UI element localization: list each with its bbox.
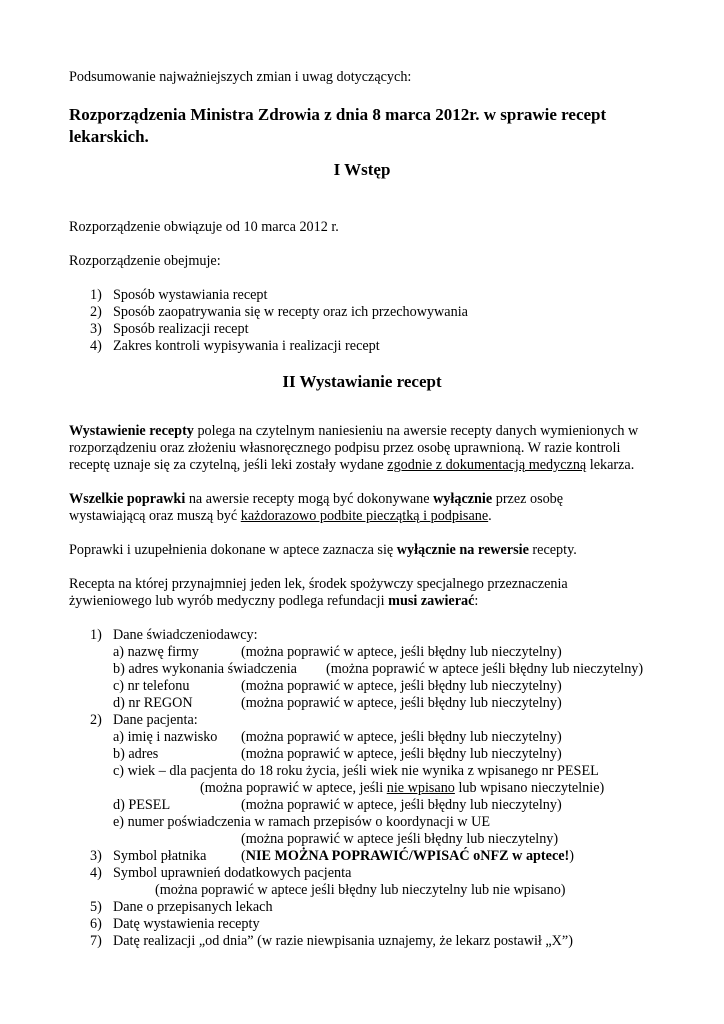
text-span: lekarza.: [586, 457, 635, 473]
list-item-number: 1): [90, 287, 102, 303]
list-item: Sposób wystawiania recept: [113, 287, 268, 303]
bold-text: Wystawienie recepty: [69, 423, 194, 439]
bold-text: wyłącznie: [433, 491, 493, 507]
paragraph-line: [69, 508, 492, 525]
list-item: Sposób realizacji recept: [113, 321, 249, 337]
text-span: polega na czytelnym naniesieniu na awersie recepty danych wymienionych w: [193, 423, 639, 439]
list-item: Dane świadczeniodawcy:: [113, 627, 258, 643]
sub-item: e) numer poświadczenia w ramach przepisów o koordynacji w UE: [113, 814, 491, 830]
list-item: Dane o przepisanych lekach: [113, 899, 273, 915]
text-span: .: [488, 508, 492, 524]
text-span: Poprawki i uzupełnienia dokonane w aptece zaznacza się: [69, 542, 397, 558]
in-force-date: Rozporządzenie obwiązuje od 10 marca 2012 r.: [69, 219, 339, 235]
section-heading-intro: I Wstęp: [333, 160, 391, 179]
list-item-number: 6): [90, 916, 102, 932]
sub-item-note: (można poprawić w aptece, jeśli błędny lub nieczytelny): [241, 797, 562, 813]
sub-item: a) imię i nazwisko: [113, 729, 218, 745]
sub-item-note: (można poprawić w aptece, jeśli błędny lub nieczytelny): [241, 678, 562, 694]
list-item: Zakres kontroli wypisywania i realizacji recept: [113, 338, 380, 354]
text-span: recepty.: [528, 542, 577, 558]
text-span: wystawiającą oraz muszą być: [69, 508, 241, 524]
list-item-number: 4): [90, 865, 102, 881]
sub-item-note: (można poprawić w aptece, jeśli błędny lub nieczytelny): [241, 746, 562, 762]
text-span: :: [474, 593, 479, 609]
paragraph-line: [69, 542, 577, 559]
list-item: Symbol płatnika: [113, 848, 207, 864]
document-title-line-2: lekarskich.: [69, 127, 149, 146]
sub-item-note: (można poprawić w aptece, jeśli błędny lub nieczytelny): [241, 695, 562, 711]
bold-text: NIE MOŻNA POPRAWIĆ/WPISAĆ oNFZ w aptece!: [245, 848, 570, 864]
underlined-text: każdorazowo podbite pieczątką i podpisane: [240, 508, 489, 524]
list-item-number: 7): [90, 933, 102, 949]
sub-item-note: (można poprawić w aptece, jeśli błędny lub nieczytelny): [241, 729, 562, 745]
list-item-number: 2): [90, 712, 102, 728]
covers-label: Rozporządzenie obejmuje:: [69, 253, 221, 269]
list-item-number: 5): [90, 899, 102, 915]
list-item-number: 3): [90, 848, 102, 864]
sub-item: a) nazwę firmy: [113, 644, 199, 660]
text-span: ): [569, 848, 575, 864]
text-span: lub wpisano nieczytelnie): [454, 780, 605, 796]
sub-item-note: (można poprawić w aptece, jeśli błędny lub nieczytelny): [241, 644, 562, 660]
list-item-number: 1): [90, 627, 102, 643]
list-item: Symbol uprawnień dodatkowych pacjenta: [113, 865, 352, 881]
bold-text: wyłącznie na rewersie: [396, 542, 529, 558]
list-item: Datę wystawienia recepty: [113, 916, 260, 932]
list-item: Dane pacjenta:: [113, 712, 198, 728]
sub-item: c) nr telefonu: [113, 678, 190, 694]
bold-text: Wszelkie poprawki: [69, 491, 186, 507]
section-heading-prescribing: II Wystawianie recept: [282, 372, 442, 391]
intro-line: Podsumowanie najważniejszych zmian i uwag dotyczących:: [69, 69, 412, 85]
sub-item: d) PESEL: [113, 797, 171, 813]
text-span: (: [241, 848, 246, 864]
underlined-text: zgodnie z dokumentacją medyczną: [387, 457, 587, 473]
sub-item-note: (można poprawić w aptece jeśli błędny lub nieczytelny): [241, 831, 559, 847]
text-span: na awersie recepty mogą być dokonywane: [185, 491, 434, 507]
bold-text: musi zawierać: [388, 593, 475, 609]
paragraph-line: [69, 593, 478, 610]
text-span: (można poprawić w aptece, jeśli: [200, 780, 387, 796]
list-item: Datę realizacji „od dnia” (w razie niewpisania uznajemy, że lekarz postawił „X”): [113, 933, 573, 949]
document-title-line-1: Rozporządzenia Ministra Zdrowia z dnia 8 marca 2012r. w sprawie recept: [69, 105, 607, 124]
sub-item-note: [241, 848, 574, 865]
text-span: przez osobę: [492, 491, 564, 507]
list-item-number: 2): [90, 304, 102, 320]
list-item-number: 3): [90, 321, 102, 337]
sub-item-note: (można poprawić w aptece jeśli błędny lub nieczytelny lub nie wpisano): [155, 882, 566, 898]
sub-item: b) adres: [113, 746, 159, 762]
sub-item: d) nr REGON: [113, 695, 193, 711]
underlined-text: nie wpisano: [386, 780, 455, 796]
sub-item-note: [200, 780, 604, 797]
list-item: Sposób zaopatrywania się w recepty oraz ich przechowywania: [113, 304, 468, 320]
paragraph-line: rozporządzeniu oraz złożeniu własnoręcznego podpisu przez osobę uprawnioną. W razie kontroli: [69, 440, 621, 456]
paragraph-line: [69, 491, 563, 508]
paragraph-line: Recepta na której przynajmniej jeden lek, środek spożywczy specjalnego przeznaczenia: [69, 576, 568, 592]
paragraph-line: [69, 423, 638, 440]
sub-item: c) wiek – dla pacjenta do 18 roku życia, jeśli wiek nie wynika z wpisanego nr PESEL: [113, 763, 599, 779]
sub-item: b) adres wykonania świadczenia: [113, 661, 297, 677]
list-item-number: 4): [90, 338, 102, 354]
text-span: żywieniowego lub wyrób medyczny podlega refundacji: [69, 593, 389, 609]
text-span: receptę uznaje się za czytelną, jeśli leki zostały wydane: [69, 457, 388, 473]
sub-item-note: (można poprawić w aptece jeśli błędny lub nieczytelny): [326, 661, 644, 677]
paragraph-line: [69, 457, 634, 474]
